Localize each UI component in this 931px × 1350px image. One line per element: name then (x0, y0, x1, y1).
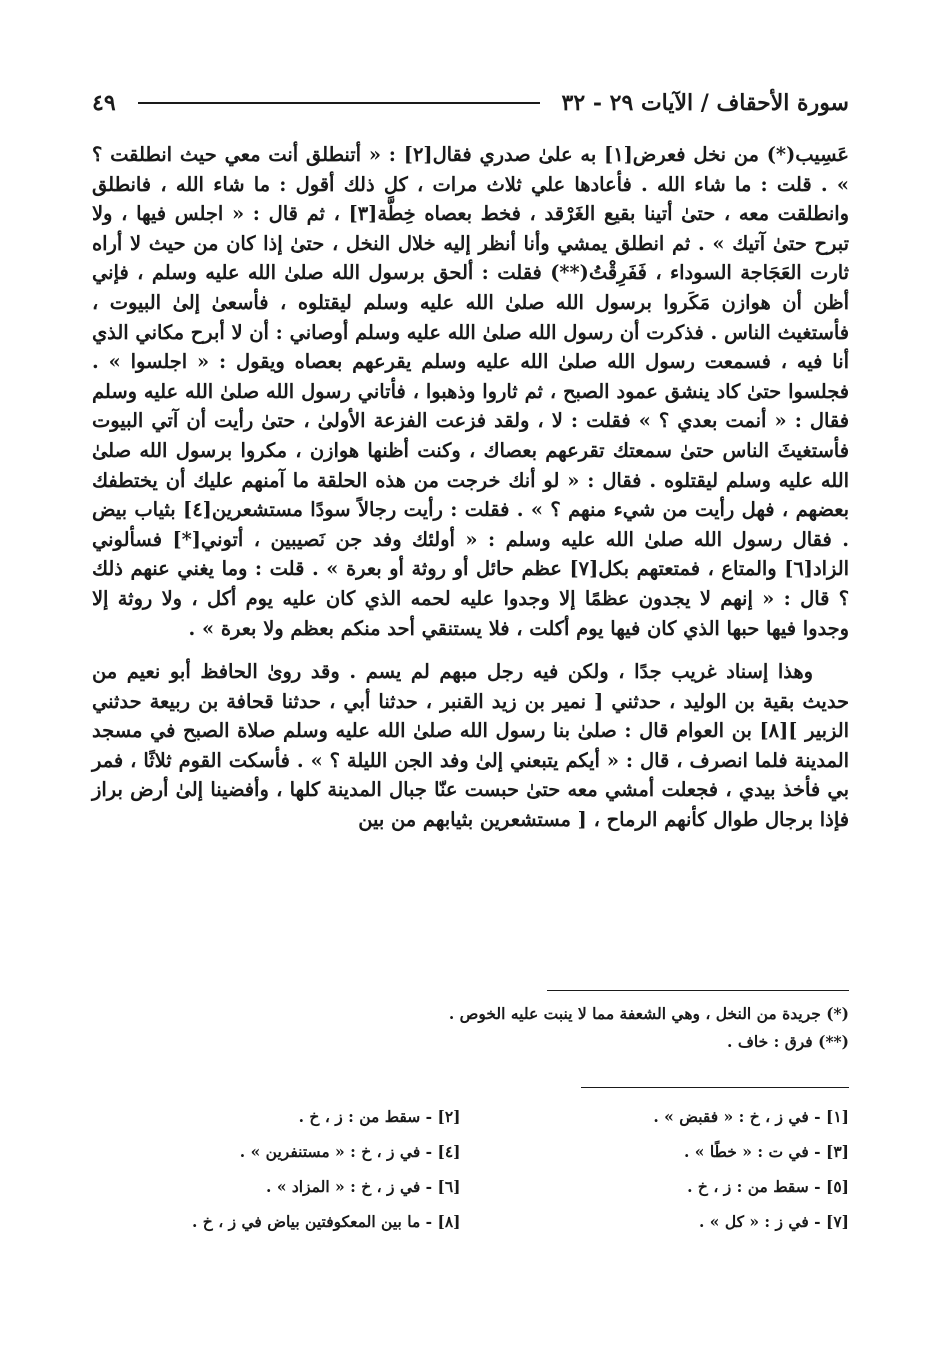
variant-item: [٥] - سقط من : ز ، خ . (687, 1177, 849, 1196)
main-text (92, 140, 849, 835)
variant-item: [٨] - ما بين المعكوفتين بياض في ز ، خ . (192, 1212, 461, 1231)
variants-rule (581, 1087, 849, 1088)
paragraph-2: وهذا إسناد غريب جدًا ، ولكن فيه رجل مبهم لم يسم . وقد روىٰ الحافظ أبو نعيم من حديث بقية بن الوليد ، حدثني [ نمير بن زيد القنبر ، حدثنا أبي ، حدثنا قحافة بن ربيعة حدثني الزبير ][٨] بن العوام قال : صلىٰ بنا رسول الله صلىٰ الله عليه وسلم صلاة الصبح في مسجد المدينة فلما انصرف ، قال : « أيكم يتبعني إلىٰ وفد الجن الليلة ؟ » . فأسكت القوم ثلاثًا ، فمر بي فأخذ بيدي ، فجعلت أمشي معه حتىٰ حبست عنّا جبال المدينة كلها ، وأفضينا إلىٰ أرض براز فإذا برجال طوال كأنهم الرماح ، [ مستشعرين بثيابهم من بين (92, 660, 850, 832)
page-header (92, 86, 849, 120)
variant-item: [١] - في ز ، خ : « فقبض » . (653, 1107, 849, 1126)
variant-item: [٧] - في ز : « كل » . (698, 1212, 849, 1231)
note-item: (*) جريدة من النخل ، وهي الشعفة مما لا ينبت عليه الخوص . (448, 1004, 849, 1023)
page-number: ٤٩ (92, 90, 116, 116)
paragraph-1: عَسِيب(*) من نخل فعرض[١] به علىٰ صدري فقال[٢] : « أتنطلق أنت معي حيث انطلقت ؟ » . قلت : ما شاء الله . فأعادها علي ثلاث مرات ، كل ذلك أقول : ما شاء الله ، فانطلق وانطلقت معه ، حتىٰ أتينا بقيع الغَرْقد ، فخط بعصاه خِطَّة[٣] ، ثم قال : « اجلس فيها ، ولا تبرح حتىٰ آتيك » . ثم انطلق يمشي وأنا أنظر إليه خلال النخل ، حتىٰ إذا كان من حيث لا أراه ثارت العَجَاجة السوداء ، فَفَرِقْتُ(**) فقلت : ألحق برسول الله صلىٰ الله عليه وسلم ، فإني أظن أن هوازن مَكَروا برسول الله صلىٰ الله عليه وسلم ليقتلوه ، فأسعىٰ إلىٰ البيوت ، فأستغيث الناس . فذكرت أن رسول الله صلىٰ الله عليه وسلم أوصاني : أن لا أبرح مكاني الذي أنا فيه ، فسمعت رسول الله صلىٰ الله عليه وسلم يقرعهم بعصاه ويقول : « اجلسوا » . فجلسوا حتىٰ كاد ينشق عمود الصبح ، ثم ثاروا وذهبوا ، فأتاني رسول الله صلىٰ الله عليه وسلم فقال : « أنمت بعدي ؟ » فقلت : لا ، ولقد فزعت الفزعة الأولىٰ ، حتىٰ رأيت أن آتي البيوت فأستغيثَ الناس حتىٰ سمعتك تقرعهم بعصاك ، وكنت أظنها هوازن ، مكروا برسول الله صلىٰ الله عليه وسلم ليقتلوه . فقال : « لو أنك خرجت من هذه الحلقة ما آمنهم عليك أن يختطفك بعضهم ، فهل رأيت من شيء منهم ؟ » . فقلت : رأيت رجالاً سودًا مستشعرين[٤] بثياب بيض . فقال رسول الله صلىٰ الله عليه وسلم : « أولئك وفد جن نَصيبين ، أتوني[*] فسألوني الزاد[٦] والمتاع ، فمتعتهم بكل[٧] عظم حائل أو روثة أو بعرة » . قلت : وما يغني عنهم ذلك ؟ قال : « إنهم لا يجدون عظمًا إلا وجدوا عليه لحمه الذي كان عليه يوم أكل ، ولا روثة إلا وجدوا فيها حبها الذي كان فيها يوم أكلت ، فلا يستنقي أحد منكم بعظم ولا بعرة » . (92, 143, 850, 640)
variant-item: [٣] - في ت : « خطًا » . (683, 1142, 849, 1161)
manuscript-variants (92, 1104, 849, 1235)
variant-item: [٦] - في ز ، خ : « المزاد » . (266, 1177, 461, 1196)
footnote-rule (547, 990, 849, 991)
running-title: سورة الأحقاف / الآيات ٢٩ - ٣٢ (561, 90, 849, 116)
explanatory-notes (92, 1000, 849, 1056)
note-item: (**) فرق : خاف . (727, 1032, 849, 1051)
variant-item: [٢] - سقط من : ز ، خ . (298, 1107, 461, 1126)
variant-item: [٤] - في ز ، خ : « مستنفرين » . (239, 1142, 461, 1161)
header-rule (138, 102, 540, 104)
